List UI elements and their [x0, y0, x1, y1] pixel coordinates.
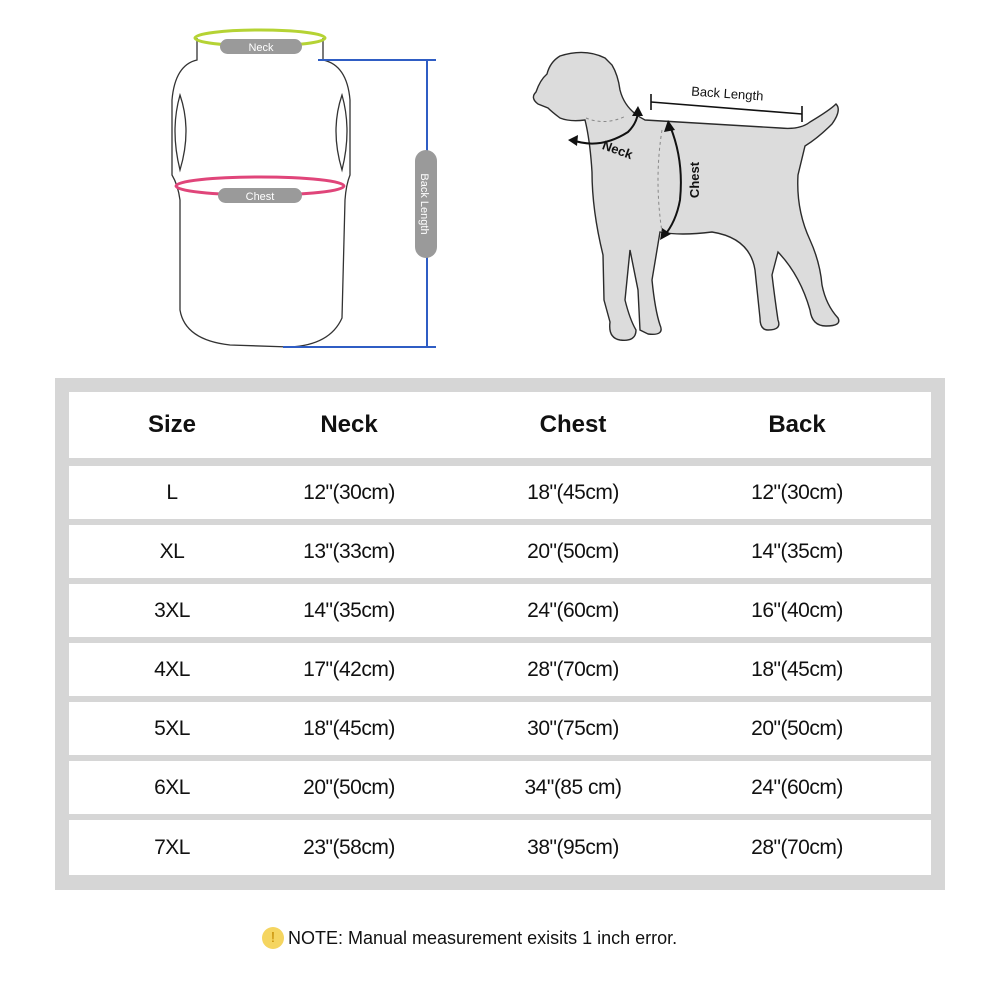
- neck-cell: 20"(50cm): [303, 775, 395, 799]
- neck-cell: 17"(42cm): [303, 657, 395, 681]
- back-cell: 18"(45cm): [751, 657, 843, 681]
- vest-neck-label: Neck: [248, 42, 274, 54]
- dog-back-length-label: Back Length: [690, 83, 764, 104]
- header-back: Back: [768, 411, 826, 438]
- back-cell: 12"(30cm): [751, 480, 843, 504]
- chest-cell: 30"(75cm): [527, 716, 619, 740]
- dog-illustration: [533, 52, 838, 340]
- chest-cell: 20"(50cm): [527, 539, 619, 563]
- table-row: [69, 525, 931, 578]
- size-chart-table: [55, 378, 945, 890]
- size-cell: L: [166, 480, 178, 504]
- chest-cell: 18"(45cm): [527, 480, 619, 504]
- table-row: [69, 466, 931, 519]
- vest-back-length-label: Back Length: [418, 173, 430, 235]
- header-neck: Neck: [320, 411, 378, 438]
- back-cell: 14"(35cm): [751, 539, 843, 563]
- header-chest: Chest: [539, 411, 607, 438]
- size-cell: 7XL: [154, 835, 190, 859]
- note-text: NOTE: Manual measurement exisits 1 inch error.: [288, 927, 678, 948]
- measurement-note: [262, 927, 677, 949]
- measurement-diagram: [0, 0, 1000, 370]
- neck-cell: 23"(58cm): [303, 835, 395, 859]
- table-row: [69, 643, 931, 696]
- table-header-row: [69, 392, 931, 458]
- dog-neck-label: Neck: [600, 137, 635, 163]
- table-row: [69, 702, 931, 755]
- dog-neck-arrowhead-left: [568, 135, 578, 146]
- table-row: [69, 761, 931, 814]
- dog-neck-arrowhead-right: [632, 106, 643, 116]
- chest-cell: 34"(85 cm): [524, 775, 622, 799]
- back-cell: 16"(40cm): [751, 598, 843, 622]
- size-cell: 6XL: [154, 775, 190, 799]
- back-cell: 24"(60cm): [751, 775, 843, 799]
- table-row: [69, 820, 931, 875]
- table-row: [69, 584, 931, 637]
- size-cell: XL: [159, 539, 185, 563]
- exclamation-icon: !: [262, 927, 284, 949]
- header-size: Size: [147, 411, 197, 438]
- chest-cell: 24"(60cm): [527, 598, 619, 622]
- back-cell: 28"(70cm): [751, 835, 843, 859]
- size-cell: 5XL: [154, 716, 190, 740]
- dog-chest-label: Chest: [687, 161, 702, 199]
- vest-illustration: [172, 30, 437, 347]
- dog-back-length-line: [651, 102, 802, 114]
- size-cell: 3XL: [154, 598, 190, 622]
- back-cell: 20"(50cm): [751, 716, 843, 740]
- vest-chest-label: Chest: [245, 191, 275, 203]
- neck-cell: 13"(33cm): [303, 539, 395, 563]
- neck-cell: 18"(45cm): [303, 716, 395, 740]
- neck-cell: 12"(30cm): [303, 480, 395, 504]
- chest-cell: 38"(95cm): [527, 835, 619, 859]
- neck-cell: 14"(35cm): [303, 598, 395, 622]
- chest-cell: 28"(70cm): [527, 657, 619, 681]
- size-cell: 4XL: [154, 657, 190, 681]
